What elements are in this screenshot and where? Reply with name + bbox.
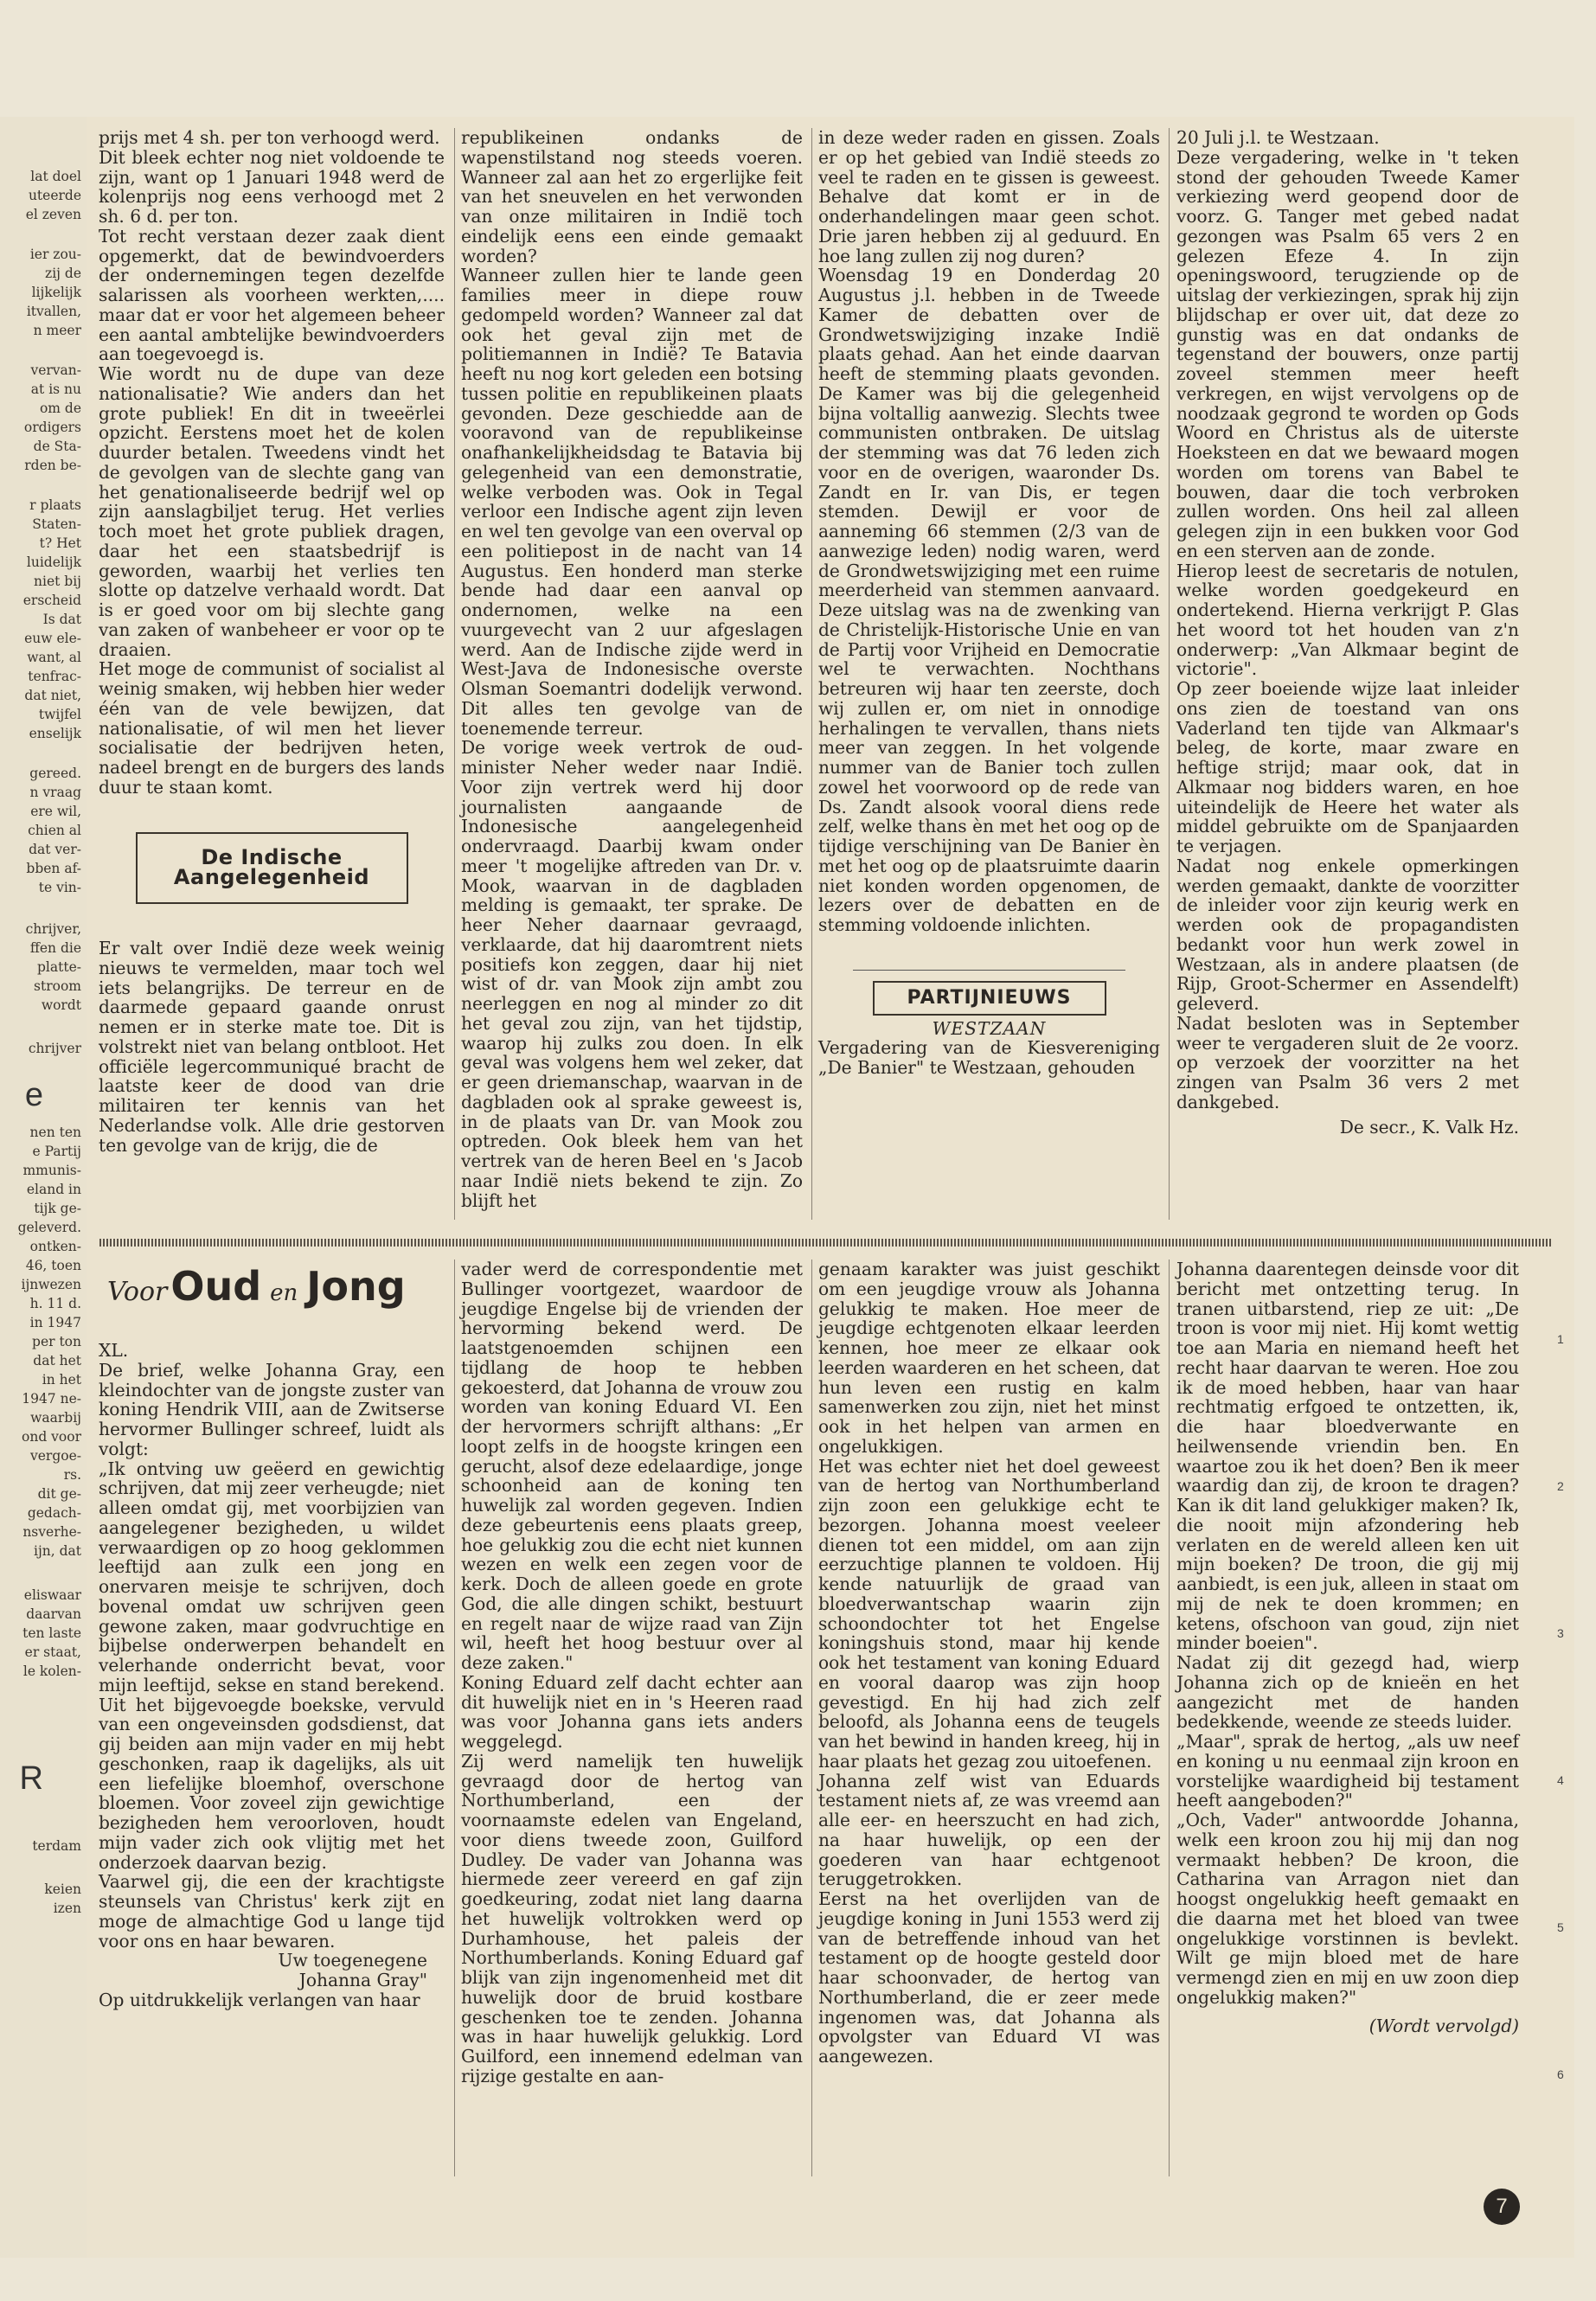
fragment-text: ijnwezen: [21, 1277, 81, 1292]
paragraph: „Och, Vader" antwoordde Johanna, welk een kroon zou hij mij dan nog vermaakt hebben? De kroon, die Catharina van Arragon niet dan hoogst ongelukkig heeft gemaakt en die daarna met het bloed van twee ongelukkige vorstinnen is bevlekt. Wilt ge mijn bloed met de hare vermengd zien en mij en uw zoon diep ongelukkig maken?": [1176, 1810, 1519, 2008]
edge-mark: 5: [1557, 1920, 1564, 1934]
edge-mark: 6: [1557, 2067, 1564, 2081]
section-heading-box: [136, 832, 408, 905]
fragment-text: Staten-: [32, 516, 81, 532]
title-en: en: [270, 1280, 298, 1306]
fragment-text: rden be-: [24, 458, 81, 473]
fragment-text: ontken-: [29, 1239, 81, 1254]
fragment-text: eland in: [26, 1182, 81, 1197]
paragraph: Wanneer zullen hier te lande geen families meer in diepe rouw gedompeld worden? Wanneer zal dat ook het geval zijn met de politiemannen in Indië? Te Batavia heeft nu nog kort geleden een botsing tussen politie en republikeinen plaats gevonden. Deze geschiedde aan de vooravond van de republikeinse onafhankelijkheidsdag te Batavia bij gelegenheid van een demonstratie, welke verboden was. Ook in Tegal verloor een Indische agent zijn leven en wel ten gevolge van een overval op een politiepost in de nacht van 14 Augustus. Een honderd man sterke bende had daar een aanval op ondernomen, welke na een vuurgevecht van 2 uur afgeslagen werd. Aan de Indische zijde werd in West-Java de Indonesische overste Olsman Soemantri dodelijk verwond. Dit alles ten gevolge van de toenemende terreur.: [461, 265, 803, 739]
column-4-bottom: [1176, 1259, 1519, 2035]
edge-mark: 4: [1557, 1773, 1564, 1787]
fragment-text: dat ver-: [29, 842, 81, 857]
fragment-text: euw ele-: [24, 631, 81, 646]
fragment-text: in 1947: [29, 1315, 81, 1330]
fragment-text: rs.: [63, 1467, 81, 1483]
place-heading: WESTZAAN: [932, 1017, 1047, 1039]
fragment-text: ordigers: [23, 420, 81, 435]
fragment-text: de Sta-: [33, 439, 81, 454]
paragraph: Vaarwel gij, die een der krachtigste steunsels van Christus' kerk zijt en moge de almachtige God u lange tijd voor ons en haar bewaren.: [99, 1871, 445, 1952]
previous-page-fragment: [0, 117, 87, 2258]
paragraph: republikeinen ondanks de wapenstilstand nog steeds voeren. Wanneer zal aan het zo ergerlijke feit van het sneuvelen en het verwonden van onze militairen in Indië toch eindelijk eens een einde gemaakt worden?: [461, 127, 803, 266]
page-number: 7: [1484, 2189, 1520, 2225]
fragment-text: chrijver,: [25, 921, 81, 937]
fragment-text: uteerde: [28, 188, 81, 203]
column-rule: [811, 128, 812, 1220]
section-heading: De Indische Aangelegenheid: [173, 844, 370, 890]
fragment-text: ijn, dat: [34, 1543, 81, 1559]
fragment-text: want, al: [27, 650, 81, 665]
paragraph: Nadat zij dit gezegd had, wierp Johanna zich op de knieën en het aangezicht met de handen bedekkende, weende ze steeds luider.: [1176, 1652, 1519, 1733]
paragraph: Hierop leest de secretaris de notulen, welke worden goedgekeurd en ondertekend. Hierna verkrijgt P. Glas het woord tot het houden van z'n onderwerp: „Van Alkmaar begint de victorie".: [1176, 560, 1519, 680]
title-oud: Oud: [170, 1263, 262, 1310]
fragment-text: at is nu: [30, 381, 81, 397]
edge-mark: 2: [1557, 1479, 1564, 1493]
paragraph: XL.: [99, 1340, 129, 1361]
paragraph: vader werd de correspondentie met Bullinger voortgezet, waardoor de jeugdige Engelse bij de vrienden der hervorming bekend werd. De laatstgenoemden schijnen een tijdlang de hoop te hebben gekoesterd, dat Johanna de vrouw zou worden van koning Eduard VI. Een der hervormers schrijft althans: „Er loopt zelfs in de hoogste kringen een gerucht, alsof deze edelaardige, jonge schoonheid aan de koning ten huwelijk zal worden gegeven. Indien deze gebeurtenis eens plaats greep, hoe gelukkig zou die echt niet kunnen wezen en welk een zegen voor de kerk. Doch de alleen goede en grote God, die alle dingen schikt, bestuurt en regelt naar de wijze raad van Zijn wil, heeft het hoog bestuur over al deze zaken.": [461, 1259, 803, 1673]
title-voor: Voor: [107, 1277, 168, 1307]
partijnieuws-box: [873, 981, 1106, 1016]
edge-mark: 1: [1557, 1332, 1564, 1346]
fragment-text: le kolen-: [22, 1663, 81, 1679]
fragment-text: ffen die: [29, 940, 81, 956]
title-jong: Jong: [306, 1263, 406, 1310]
fragment-text: t? Het: [39, 535, 81, 551]
fragment-text: r plaats: [29, 497, 81, 513]
fragment-text: om de: [39, 401, 81, 416]
fragment-text: geleverd.: [17, 1220, 81, 1235]
signature: De secr., K. Valk Hz.: [1339, 1116, 1519, 1138]
fragment-text: chrijver: [28, 1041, 81, 1056]
fragment-text: vervan-: [30, 362, 81, 378]
fragment-text: stroom: [34, 978, 81, 994]
fragment-text: niet bij: [34, 574, 81, 589]
paragraph: Vergadering van de Kiesvereniging „De Banier" te Westzaan, gehouden: [818, 1037, 1160, 1078]
fragment-text: er staat,: [24, 1644, 81, 1660]
fragment-text: n meer: [33, 323, 81, 338]
fragment-text: luidelijk: [26, 554, 81, 570]
fragment-text: ten laste: [22, 1625, 81, 1641]
fragment-text: ere wil,: [30, 804, 81, 819]
column-1-top: [99, 128, 445, 1155]
fragment-text: eliswaar: [23, 1587, 81, 1603]
fragment-text: dat niet,: [24, 688, 81, 703]
fragment-text: Is dat: [42, 612, 81, 627]
fragment-text: zij de: [45, 266, 81, 281]
paragraph: Johanna zelf wist van Eduards testament niets af, ze was vreemd aan alle eer- en heerszucht en had zich, na haar huwelijk, op een der goederen van haar echtgenoot teruggetrokken.: [818, 1770, 1160, 1890]
fragment-text: R: [19, 1760, 43, 1797]
fragment-text: te vin-: [38, 880, 81, 895]
paragraph: Zij werd namelijk ten huwelijk gevraagd door de hertog van Northumberland, een der voornaamste edelen van Engeland, voor diens tweede zoon, Guilford Dudley. De vader van Johanna was hiermede zeer vereerd en gaf zijn goedkeuring, zodat niet lang daarna het huwelijk voltrokken werd op Durhamhouse, het paleis der Northumberlands. Koning Eduard gaf blijk van zijn ingenomenheid met dit huwelijk door de bruid kostbare geschenken toe te zenden. Johanna was in haar huwelijk gelukkig. Lord Guilford, een innemend edelman van rijzige gestalte en aan-: [461, 1750, 803, 2086]
feature-title: [107, 1263, 445, 1329]
fragment-text: tenfrac-: [28, 669, 81, 684]
divider-line: [853, 970, 1125, 971]
fragment-text: nsverhe-: [22, 1524, 81, 1540]
paragraph: „Ik ontving uw geëerd en gewichtig schrijven, dat mij zeer verheugde; niet alleen omdat gij, met voorbijzien van aangelegener bezigheden, u wildet verwaardigen op zo hoog geklommen leeftijd aan zulk een jong en onervaren meisje te schrijven, doch bovenal omdat uw schrijven geen gewone zaken, maar godvruchtige en bijbelse onderwerpen behandelt en velerhande onderricht bevat, voor mijn leeftijd, sekse en stand berekend. Uit het bijgevoegde boekske, vervuld van een ongeveinsden godsdienst, dat gij beiden aan mijn vader en mij hebt geschonken, raap ik dagelijks, als uit een liefelijke bloemhof, overschone bloemen. Voor zoveel zijn gewichtige bezigheden hem veroorloven, houdt mijn vader zich ook vlijtig met het onderzoek daarvan bezig.: [99, 1458, 445, 1873]
fragment-text: dit ge-: [37, 1486, 81, 1502]
partijnieuws-heading: PARTIJNIEUWS: [907, 986, 1072, 1009]
paragraph: prijs met 4 sh. per ton verhoogd werd.: [99, 127, 440, 148]
column-4-top: [1176, 128, 1519, 1137]
fragment-text: e: [24, 1077, 43, 1113]
column-rule: [1169, 1259, 1170, 2176]
paragraph: Nadat besloten was in September weer te vergaderen sluit de 2e voorz. op verzoek der voorzitter na het zingen van Psalm 36 vers 2 met dankgebed.: [1176, 1012, 1519, 1112]
fragment-text: daarvan: [26, 1606, 81, 1622]
paragraph: Johanna daarentegen deinsde voor dit bericht met ontzetting terug. In tranen uitbarstend, riep ze uit: „De troon is voor mij niet. Hij komt wettig toe aan Maria en niemand heeft het recht haar daarvan te weren. Hoe zou ik de moed hebben, haar van haar rechtmatig erfgoed te ontzetten, ik, die haar bloedverwante en heilwensende vriendin ben. En waartoe zou ik het doen? Ben ik meer waardig dan zij, de kroon te dragen? Kan ik dit land gelukkiger maken? Ik, die nooit mijn afzondering heb verlaten en de wereld alleen ken uit mijn boeken? De troon, die gij mij aanbiedt, is een juk, alleen in staat om mij de nek te doen krommen; en ketens, ofschoon van goud, zijn niet minder boeien".: [1176, 1259, 1519, 1654]
fragment-text: waarbij: [30, 1410, 81, 1426]
fragment-text: vergoe-: [29, 1448, 81, 1464]
fragment-text: el zeven: [25, 207, 81, 222]
fragment-text: wordt: [41, 997, 81, 1013]
paragraph: De brief, welke Johanna Gray, een kleindochter van de jongste zuster van koning Hendrik VIII, aan de Zwitserse hervormer Bullinger schreef, luidt als volgt:: [99, 1359, 445, 1459]
closing: Uw toegenegene: [278, 1950, 427, 1971]
fragment-text: 1947 ne-: [22, 1391, 81, 1407]
fragment-text: erscheid: [22, 593, 81, 608]
paragraph: Nadat nog enkele opmerkingen werden gemaakt, dankte de voorzitter de inleider voor zijn keurig werk en werden ook de propagandisten bedankt voor hun werk zowel in Westzaan, als in andere plaatsen (de Rijp, Groot-Schermer en Assendelft) geleverd.: [1176, 855, 1519, 1014]
paragraph: Op uitdrukkelijk verlangen van haar: [99, 1989, 420, 2010]
fragment-text: ond voor: [22, 1429, 81, 1445]
edge-mark: 3: [1557, 1626, 1564, 1640]
continued-note: (Wordt vervolgd): [1368, 2015, 1519, 2036]
section-divider: [99, 1239, 1553, 1247]
fragment-text: enselijk: [29, 726, 81, 741]
fragment-text: dat het: [33, 1353, 81, 1368]
column-rule: [454, 1259, 455, 2176]
fragment-text: mmunis-: [22, 1163, 81, 1178]
paragraph: Wie wordt nu de dupe van deze nationalisatie? Wie anders dan het grote publiek! En dit in tweeërlei opzicht. Eerstens moet het de kolen duurder betalen. Tweedens vindt het de gevolgen van de slechte gang van het genationaliseerde bedrijf wel op zijn aanslagbiljet terug. Het verlies toch moet het grote publiek dragen, daar het een staatsbedrijf is geworden, waarbij het verlies ten slotte op datzelve verhaald wordt. Dat is er goed voor om bij slechte gang van zaken of wanbeheer er voor op te draaien.: [99, 363, 445, 660]
paragraph: Het was echter niet het doel geweest van de hertog van Northumberland zijn zoon een gelukkige echt te bezorgen. Johanna moest veeleer dienen tot een middel, om aan zijn eerzuchtige plannen te voldoen. Hij kende natuurlijk de graad van bloedverwantschap waarin zijn schoondochter tot het Engelse koningshuis stond, maar hij kende ook het testament van koning Eduard en vooral daarop was zijn hoop gevestigd. En hij had zich zelf beloofd, als Johanna eens de teugels van het bewind in handen kreeg, hij in haar plaats het gezag zou uitoefenen.: [818, 1455, 1160, 1772]
fragment-text: bben af-: [26, 861, 81, 876]
paragraph: Koning Eduard zelf dacht echter aan dit huwelijk niet en in 's Heeren raad was voor Johanna gans iets anders weggelegd.: [461, 1671, 803, 1752]
fragment-text: n vraag: [29, 785, 81, 800]
paragraph: Deze vergadering, welke in 't teken stond der gehouden Tweede Kamer verkiezing werd geopend door de voorz. G. Tanger met gebed nadat gezongen was Psalm 65 vers 2 en gelezen Efeze 4. In zijn openingswoord, terugziende op de uitslag der verkiezingen, sprak hij zijn blijdschap er over uit, dat deze zo gunstig was en dat ondanks de tegenstand der bouwers, onze partij zoveel stemmen meer heeft verkregen, en wijst vervolgens op de noodzaak gegrond te worden op Gods Woord en Christus als de uiterste Hoeksteen en dat we bewaard mogen worden om torens van Babel te bouwen, daar die toch verbroken zullen worden. Ons heil zal alleen gelegen zijn in een bukken voor God en een sterven aan de zonde.: [1176, 146, 1519, 561]
paragraph: in deze weder raden en gissen. Zoals er op het gebied van Indië steeds zo veel te raden en te gissen is geweest. Behalve dat komt er in de onderhandelingen maar geen schot. Drie jaren hebben zij al geduurd. En hoe lang zullen zij nog duren?: [818, 127, 1160, 266]
paragraph: Het moge de communist of socialist al weinig smaken, wij hebben hier weder één van de vele bewijzen, dat nationalisatie, of wil men het liever socialisatie der bedrijven heten, nadeel brengt en de burgers des lands duur te staan komt.: [99, 658, 445, 798]
fragment-text: chien al: [28, 823, 81, 838]
paragraph: Woensdag 19 en Donderdag 20 Augustus j.l. hebben in de Tweede Kamer de debatten over de Grondwetswijziging inzake Indië plaats gehad. Aan het einde daarvan heeft de stemming plaats gevonden. De Kamer was bij die gelegenheid bijna voltallig aanwezig. Slechts twee communisten ontbraken. De uitslag der stemming was dat 76 leden zich voor en de overigen, waaronder Ds. Zandt en Ir. van Dis, er tegen stemden. Dewijl er voor de aanneming 66 stemmen (2/3 van de aanwezige leden) nodig waren, werd de Grondwetswijziging met een ruime meerderheid van stemmen aanvaard. Deze uitslag was na de zwenking van de Christelijk-Historische Unie en van de Partij voor Vrijheid en Democratie wel te verwachten. Nochthans betreuren wij haar ten zeerste, doch wij zullen er, om niet in onnodige herhalingen te vervallen, thans niets meer van zeggen. In het volgende nummer van de Banier toch zullen zowel het voorwoord op de rede van Ds. Zandt alsook vooral diens rede zelf, welke thans èn met het oog op de tijdige verschijning van De Banier èn met het oog op de plaatsruimte daarin niet konden worden opgenomen, de lezers over de debatten en de stemming voldoende inlichten.: [818, 265, 1160, 935]
column-3-top: [818, 128, 1160, 1078]
fragment-text: tijk ge-: [34, 1201, 81, 1216]
paragraph: Er valt over Indië deze week weinig nieuws te vermelden, maar toch wel iets belangrijks. De terreur en de daarmede gepaard gaande onrust nemen er in sterke mate toe. Dit is volstrekt niet van belang ontbloot. Het officiële legercommuniqué bracht de laatste keer de dood van drie militairen ter kennis van het Nederlandse volk. Alle drie gestorven ten gevolge van de krijg, die de: [99, 938, 445, 1156]
fragment-text: terdam: [32, 1838, 81, 1854]
fragment-text: lat doel: [30, 169, 81, 184]
fragment-text: ier zou-: [29, 247, 81, 262]
fragment-text: lijkelijk: [31, 285, 81, 300]
fragment-text: in het: [42, 1372, 81, 1388]
fragment-text: platte-: [37, 959, 81, 975]
fragment-text: twijfel: [38, 707, 81, 722]
paragraph: genaam karakter was juist geschikt om een jeugdige vrouw als Johanna gelukkig te maken. Hoe meer de jeugdige echtgenoten elkaar leerden kennen, hoe meer ze elkaar ook leerden waarderen en het scheen, dat hun leven een rustig en kalm samenwerken zou zijn, niet het minst ook in het helpen van armen en ongelukkigen.: [818, 1259, 1160, 1457]
fragment-text: itvallen,: [26, 304, 81, 319]
fragment-text: h. 11 d.: [29, 1296, 81, 1311]
column-1-bottom: [99, 1259, 445, 2010]
fragment-text: keien: [44, 1881, 81, 1897]
fragment-text: izen: [53, 1900, 81, 1916]
column-rule: [811, 1259, 812, 2176]
paragraph: Op zeer boeiende wijze laat inleider ons zien de toestand van ons Vaderland ten tijde van Alkmaar's beleg, de korte, maar zware en heftige strijd; maar ook, dat in Alkmaar nog bidders waren, en hoe uiteindelijk de Heere het water als middel gebruikte om de Spanjaarden te verjagen.: [1176, 678, 1519, 856]
paragraph: De vorige week vertrok de oud-minister Neher weder naar Indië. Voor zijn vertrek werd hij door journalisten aangaande de Indonesische aangelegenheid ondervraagd. Daarbij kwam onder meer 't mogelijke aftreden van Dr. v. Mook, waarvan in de dagbladen melding is gemaakt, ter sprake. De heer Neher daarnaar gevraagd, verklaarde, dat hij daaromtrent niets positiefs kon zeggen, daar hij niet wist of dr. van Mook zijn ambt zou neerleggen en nog al minder zo dit het geval zou zijn, van het tijdstip, waarop hij zulks zou doen. In elk geval was volgens hem wel zeker, dat er geen driemanschap, waarvan in de dagbladen ook al sprake geweest is, in de plaats van Dr. van Mook zou optreden. Ook bleek hem van het vertrek van de heren Beel en 's Jacob naar Indië niets bekend te zijn. Zo blijft het: [461, 737, 803, 1211]
column-3-bottom: [818, 1259, 1160, 2067]
fragment-text: gereed.: [29, 766, 81, 781]
column-2-bottom: [461, 1259, 803, 2086]
paragraph: Eerst na het overlijden van de jeugdige koning in Juni 1553 werd zij van de betreffende inhoud van het testament op de hoogte gesteld door haar schoonvader, de hertog van Northumberland, die er zeer mede ingenomen was, dat Johanna als opvolgster van Eduard VI was aangewezen.: [818, 1888, 1160, 2067]
column-rule: [454, 128, 455, 1220]
paragraph: Tot recht verstaan dezer zaak dient opgemerkt, dat de bewindvoerders der ondernemingen tegen dezelfde salarissen als voorheen werkten,.... maar dat er voor het algemeen beheer een aantal ambtelijke bewindvoerders aan toegevoegd is.: [99, 225, 445, 365]
paragraph: „Maar", sprak de hertog, „als uw neef en koning u nu eenmaal zijn kroon en vorstelijke waardigheid bij testament heeft aangeboden?": [1176, 1731, 1519, 1811]
closing-name: Johanna Gray": [298, 1970, 427, 1990]
fragment-text: e Partij: [32, 1144, 81, 1159]
fragment-text: per ton: [32, 1334, 81, 1349]
paragraph: 20 Juli j.l. te Westzaan.: [1176, 127, 1380, 148]
column-2-top: [461, 128, 803, 1210]
fragment-text: gedach-: [27, 1505, 81, 1521]
fragment-text: nen ten: [29, 1125, 81, 1140]
fragment-text: 46, toen: [25, 1258, 81, 1273]
column-rule: [1169, 128, 1170, 1220]
paragraph: Dit bleek echter nog niet voldoende te zijn, want op 1 Januari 1948 werd de kolenprijs nog eens verhoogd met 2 sh. 6 d. per ton.: [99, 146, 445, 227]
